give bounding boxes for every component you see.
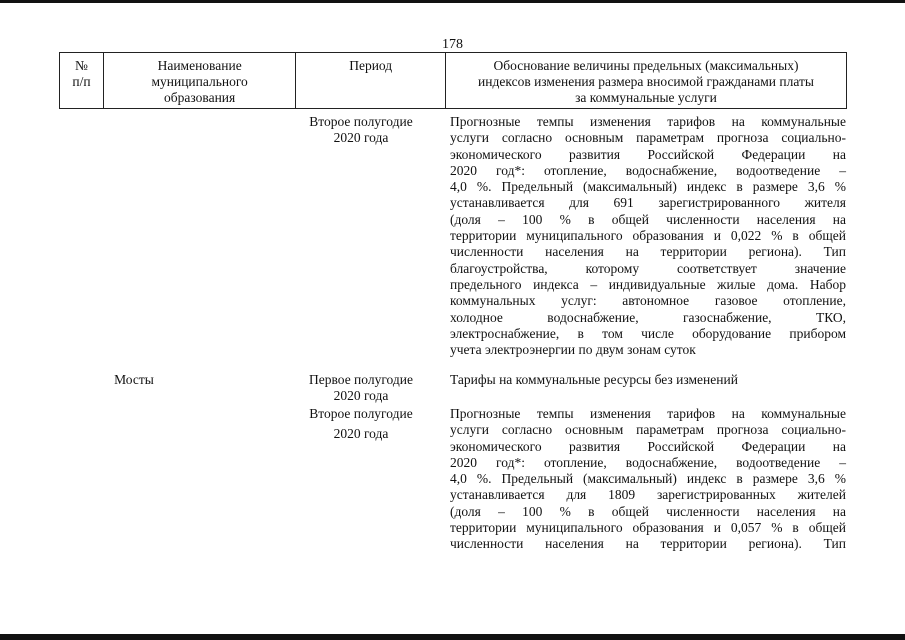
header-text: муниципального [151,74,248,89]
header-text: Период [349,58,393,73]
header-text: образования [164,90,236,105]
row-justification [450,114,846,358]
text-line: территории муниципального образования и 0,057 % в общей [450,520,846,536]
row-justification [450,406,846,553]
text-line: Тарифы на коммунальные ресурсы без изменений [450,372,738,387]
text-line: коммунальных услуг: автономное газовое отопление, [450,293,846,309]
page-number: 178 [442,37,463,52]
text-line: устанавливается для 1809 зарегистрированных жителей [450,487,846,503]
row-period [286,406,436,443]
header-text: № [75,58,88,73]
header-col-number [60,53,104,108]
row-period [286,114,436,147]
header-text: за коммунальные услуги [575,90,717,105]
text-line: устанавливается для 691 зарегистрированного жителя [450,195,846,211]
period-text: 2020 года [333,426,389,442]
table-header [59,52,847,109]
top-frame-border [0,0,905,3]
text-line: экономического развития Российской Федерации на [450,438,846,454]
text-line: Прогнозные темпы изменения тарифов на коммунальные [450,114,846,129]
header-col-justification [446,53,846,108]
header-text: индексов изменения размера вносимой гражданами платы [478,74,814,89]
text-line: холодное водоснабжение, газоснабжение, ТКО, [450,309,846,325]
period-text: Первое полугодие [309,372,413,387]
text-line: услуги согласно основным параметрам прогноза социально- [450,422,846,438]
period-text: Второе полугодие [309,114,413,129]
text-line: предельного индекса – индивидуальные жилые дома. Набор [450,276,846,292]
text-line: 2020 год*: отопление, водоснабжение, водоотведение – [450,162,846,178]
header-text: п/п [72,74,91,89]
row-period [286,372,436,405]
text-line: учета электроэнергии по двум зонам суток [450,342,696,358]
header-text: Наименование [157,58,242,73]
text-line: 2020 год*: отопление, водоснабжение, водоотведение – [450,454,846,470]
row-justification [450,372,846,388]
text-line: территории муниципального образования и 0,022 % в общей [450,228,846,244]
text-line: численности населения на территории региона). Тип [450,244,846,260]
header-col-municipality [104,53,297,108]
header-text: Обоснование величины предельных (максимальных) [493,58,799,73]
text-line: численности населения на территории региона). Тип [450,536,846,552]
header-col-period [296,53,446,108]
period-text: 2020 года [333,130,389,146]
text-line: (доля – 100 % в общей численности населения на [450,503,846,519]
period-text: 2020 года [333,388,389,404]
period-text: Второе полугодие [309,406,413,421]
text-line: 4,0 %. Предельный (максимальный) индекс в размере 3,6 % [450,471,846,487]
text-line: благоустройства, которому соответствует значение [450,260,846,276]
text-line: услуги согласно основным параметрам прогноза социально- [450,130,846,146]
text-line: 4,0 %. Предельный (максимальный) индекс в размере 3,6 % [450,179,846,195]
text-line: экономического развития Российской Федерации на [450,146,846,162]
text-line: электроснабжение, в том числе оборудование прибором [450,325,846,341]
row-municipality: Мосты [114,372,154,387]
text-line: (доля – 100 % в общей численности населения на [450,211,846,227]
bottom-frame-border [0,634,905,640]
text-line: Прогнозные темпы изменения тарифов на коммунальные [450,406,846,421]
